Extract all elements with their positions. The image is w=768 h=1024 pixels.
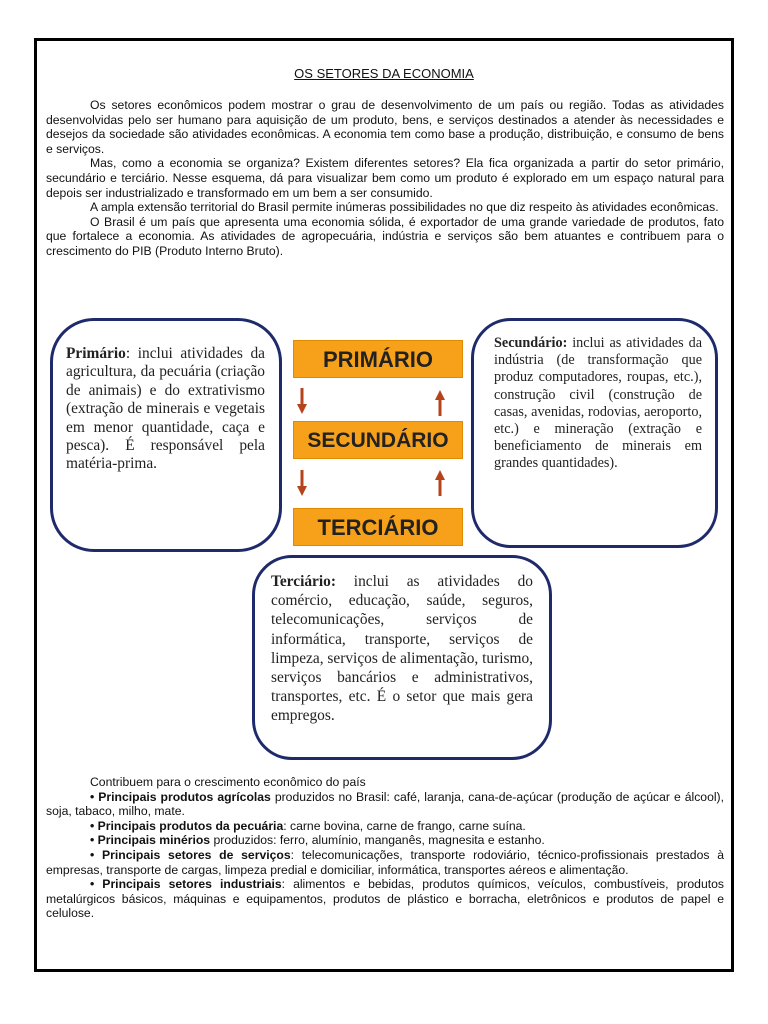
contributions-section: [46, 775, 724, 921]
paragraph: Os setores econômicos podem mostrar o grau de desenvolvimento de um país ou região. Todas as atividades desenvolvidas pelo ser humano para aquisição de um produto, bens, e serviços destinados a atender às necessidades e desejos da sociedade são atividades econômicas. A economia tem como base a produção, distribuição, e consumo de bens e serviços.: [46, 98, 724, 156]
arrow-up-icon: [435, 470, 445, 496]
primary-term: Primário: [66, 345, 126, 362]
tertiary-term: Terciário:: [271, 573, 336, 590]
secondary-term: Secundário:: [494, 335, 568, 351]
list-item-label: • Principais produtos agrícolas: [90, 789, 271, 804]
list-item-label: • Principais produtos da pecuária: [90, 818, 284, 833]
page-title: OS SETORES DA ECONOMIA: [294, 66, 474, 81]
primary-description: : inclui atividades da agricultura, da pecuária (criação de animais) e do extrativismo (extração de minerais e vegetais em menor quantidade, caça e pesca). É responsável pela matéria-prima.: [66, 345, 265, 473]
contributions-heading: Contribuem para o crescimento econômico do país: [90, 775, 366, 789]
arrow-down-icon: [297, 470, 307, 496]
list-item: [46, 877, 724, 921]
list-item-label: • Principais setores de serviços: [90, 847, 291, 862]
secondary-sector-box: [471, 318, 718, 548]
paragraph: A ampla extensão territorial do Brasil permite inúmeras possibilidades no que diz respeito às atividades econômicas.: [90, 200, 719, 215]
list-item: [46, 833, 724, 848]
arrow-up-icon: [435, 390, 445, 416]
primary-sector-box: [50, 318, 282, 552]
list-item-text: : alimentos e bebidas, produtos químicos, veículos, combustíveis, produtos metalúrgicos básicos, máquinas e equipamentos, produtos de plástico e borracha, eletrônicos e produtos de papel e celulose.: [46, 877, 724, 921]
list-item-text: produzidos no Brasil: café, laranja, cana-de-açúcar (produção de açúcar e álcool), soja, tabaco, milho, mate.: [46, 789, 725, 819]
arrow-down-icon: [297, 388, 307, 414]
secondary-description: inclui as atividades da indústria (de transformação que produz computadores, roupas, etc.), construção civil (construção de casas, avenidas, rodovias, aeroporto, etc.) e mineração (extração e beneficiamento de minerais em grandes quantidades).: [494, 335, 702, 472]
paragraph: O Brasil é um país que apresenta uma economia sólida, é exportador de uma grande variedade de produtos, fato que fortalece a economia. As atividades de agropecuária, indústria e serviços são bem atuantes e contribuem para o crescimento do PIB (Produto Interno Bruto).: [46, 214, 724, 258]
list-item-label: • Principais setores industriais: [90, 877, 282, 892]
primary-tag: PRIMÁRIO: [293, 340, 463, 378]
paragraph: Mas, como a economia se organiza? Existem diferentes setores? Ela fica organizada a partir do setor primário, secundário e terciário. Nesse esquema, dá para visualizar bem como um produto é explorado em um espaço natural para depois ser industrializado e transformado em um bem a ser consumido.: [46, 156, 724, 200]
tertiary-sector-box: [252, 555, 552, 760]
list-item-text: : telecomunicações, transporte rodoviário, técnico-profissionais prestados à empresas, transporte de cargas, limpeza predial e domiciliar, informática, transportes aéreos e alimentação.: [46, 847, 724, 877]
list-item: [46, 819, 724, 834]
secondary-tag: SECUNDÁRIO: [293, 421, 463, 459]
list-item: [46, 848, 724, 877]
list-item-text: : carne bovina, carne de frango, carne suína.: [283, 818, 526, 833]
list-item: [46, 790, 724, 819]
tertiary-description: inclui as atividades do comércio, educação, saúde, seguros, telecomunicações, serviços de informática, transporte, serviços de limpeza, serviços de alimentação, turismo, serviços bancários e administrativos, transportes, etc. É o setor que mais gera empregos.: [271, 573, 533, 725]
tertiary-tag: TERCIÁRIO: [293, 508, 463, 546]
intro-text: [46, 98, 724, 259]
list-item-text: produzidos: ferro, alumínio, manganês, magnesita e estanho.: [210, 833, 545, 848]
list-item-label: • Principais minérios: [90, 833, 211, 848]
